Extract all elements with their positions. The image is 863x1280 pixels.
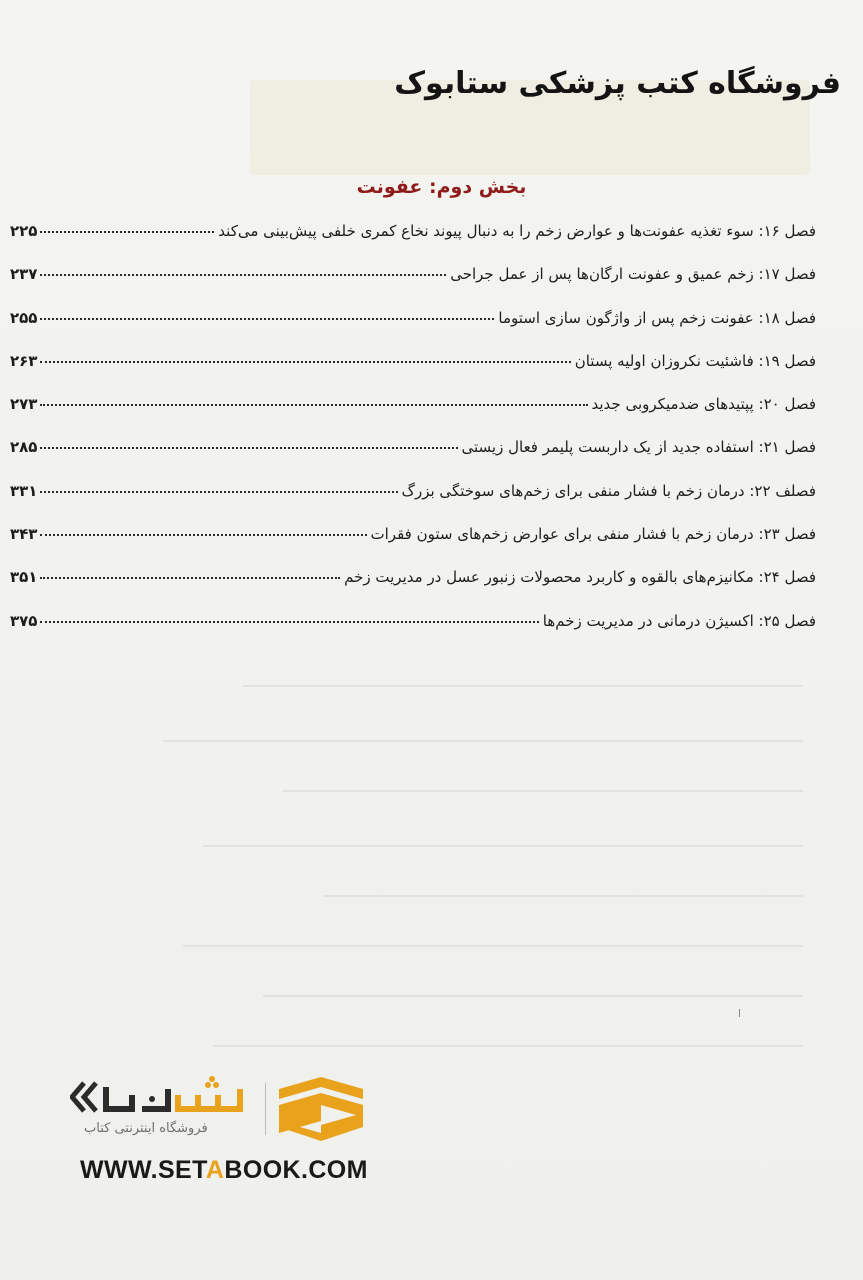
- site-url[interactable]: [80, 1156, 368, 1185]
- toc-chapter-title: فصل ۱۷: زخم عمیق و عفونت ارگان‌ها پس از عمل جراحی: [450, 265, 816, 284]
- toc-row[interactable]: [10, 482, 816, 525]
- toc-row[interactable]: [10, 309, 816, 352]
- toc-chapter-title: فصل ۲۰: پپتیدهای ضدمیکروبی جدید: [591, 395, 816, 414]
- site-url-prefix: WWW.SET: [80, 1156, 206, 1184]
- section-heading: بخش دوم: عفونت: [356, 176, 527, 198]
- book-stack-icon: [275, 1075, 367, 1147]
- toc-row[interactable]: [10, 352, 816, 395]
- toc-row[interactable]: [10, 612, 816, 655]
- site-url-accent: A: [205, 1156, 225, 1184]
- toc-dot-leader: [40, 274, 446, 276]
- setabook-wordmark-icon: [70, 1075, 260, 1119]
- toc-page-number: ۲۶۳: [10, 351, 38, 370]
- toc-chapter-title: فصل ۱۶: سوء تغذیه عفونت‌ها و عوارض زخم را به دنبال پیوند نخاع کمری خلفی پیش‌بینی می‌کند: [218, 222, 816, 240]
- toc-chapter-title: فصل ۲۱: استفاده جدید از یک داربست پلیمر فعال زیستی: [461, 438, 816, 457]
- toc-page-number: ۲۵۵: [10, 308, 38, 327]
- toc-row[interactable]: [10, 265, 816, 308]
- toc-page-number: ۲۸۵: [10, 438, 38, 457]
- toc-row[interactable]: [10, 438, 816, 481]
- logo-divider: [265, 1083, 266, 1135]
- toc-chapter-title: فصل ۲۴: مکانیزم‌های بالقوه و کاربرد محصولات زنبور عسل در مدیریت زخم: [344, 568, 816, 587]
- toc-dot-leader: [40, 447, 457, 449]
- toc-page-number: ۳۳۱: [10, 481, 38, 500]
- toc-row[interactable]: [10, 568, 816, 611]
- toc-page-number: ۳۴۳: [10, 525, 38, 544]
- logo-tagline: فروشگاه اینترنتی کتاب: [84, 1121, 208, 1136]
- toc-page-number: ۲۳۷: [10, 265, 38, 284]
- toc-dot-leader: [40, 361, 570, 363]
- toc-page-number: ۳۷۵: [10, 611, 38, 630]
- site-url-suffix: BOOK.COM: [224, 1156, 368, 1184]
- toc-dot-leader: [40, 621, 538, 623]
- bleed-through-text: [0, 640, 863, 1080]
- toc-dot-leader: [40, 404, 587, 406]
- table-of-contents: [10, 222, 816, 655]
- toc-chapter-title: فصل ۱۹: فاشئیت نکروزان اولیه پستان: [574, 351, 816, 370]
- toc-chapter-title: فصل ۱۸: عفونت زخم پس از واژگون سازی استوما: [498, 308, 816, 327]
- stray-mark: [739, 1009, 740, 1017]
- toc-dot-leader: [40, 577, 340, 579]
- toc-chapter-title: فصلف ۲۲: درمان زخم با فشار منفی برای زخم‌های سوختگی بزرگ: [401, 481, 816, 500]
- toc-dot-leader: [40, 534, 366, 536]
- store-title: فروشگاه کتب پزشکی ستابوک: [394, 66, 841, 101]
- toc-row[interactable]: [10, 525, 816, 568]
- toc-page-number: ۲۲۵: [10, 222, 38, 240]
- toc-page-number: ۲۷۳: [10, 395, 38, 414]
- toc-chapter-title: فصل ۲۵: اکسیژن درمانی در مدیریت زخم‌ها: [542, 611, 816, 630]
- toc-dot-leader: [40, 491, 397, 493]
- toc-dot-leader: [40, 231, 214, 233]
- toc-row[interactable]: [10, 395, 816, 438]
- toc-dot-leader: [40, 318, 494, 320]
- toc-row[interactable]: [10, 222, 816, 265]
- toc-chapter-title: فصل ۲۳: درمان زخم با فشار منفی برای عوارض زخم‌های ستون فقرات: [370, 525, 816, 544]
- toc-page-number: ۳۵۱: [10, 568, 38, 587]
- setabook-logo[interactable]: [70, 1075, 370, 1150]
